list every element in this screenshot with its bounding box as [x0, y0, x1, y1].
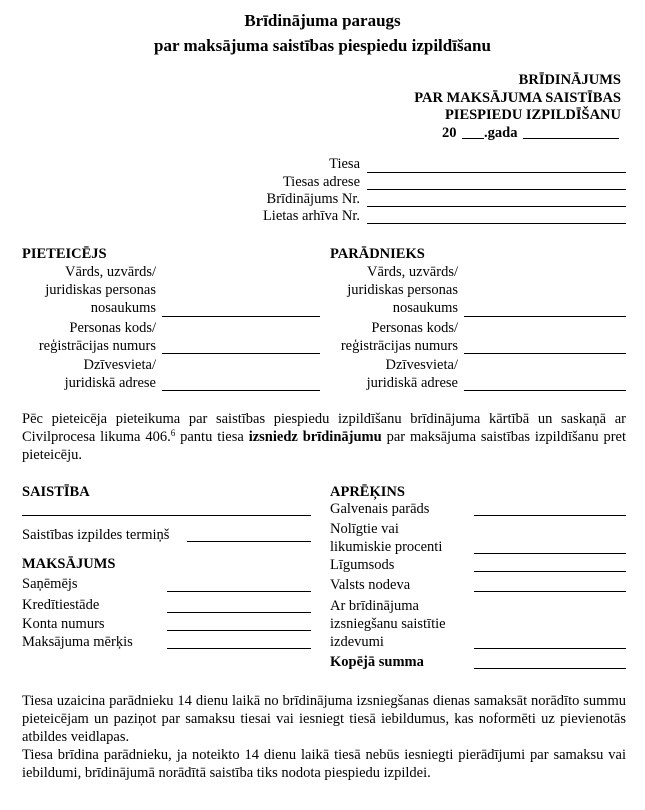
bank-label: Kredītiestāde: [22, 597, 100, 613]
applicant-code-label-1: Personas kods/: [69, 320, 156, 336]
main-debt-label: Galvenais parāds: [330, 501, 430, 517]
costs-label-2: izsniegšanu saistītie: [330, 616, 446, 632]
debtor-name-label-1: Vārds, uzvārds/: [366, 264, 458, 280]
debtor-code-field[interactable]: [464, 353, 626, 354]
applicant-address-label-1: Dzīvesvieta/: [83, 357, 156, 373]
costs-field[interactable]: [474, 648, 626, 649]
warning-number-field[interactable]: [367, 206, 626, 207]
warning-number-label: Brīdinājums Nr.: [266, 191, 360, 207]
debtor-name-label-3: nosaukums: [392, 300, 458, 316]
header-warning: BRĪDINĀJUMS: [518, 72, 621, 88]
payment-heading: MAKSĀJUMS: [22, 556, 116, 572]
account-field[interactable]: [167, 630, 311, 631]
debtor-code-label-2: reģistrācijas numurs: [340, 338, 458, 354]
closing-paragraph-2: Tiesa brīdina parādnieku, ja noteikto 14 dienu laikā tiesā nebūs iesniegti pierādījumi par samaksu vai iebildumi, brīdinājumā norādītā saistība tiks nodota piespiedu izpildei.: [22, 747, 626, 781]
header-payment-obligation: PAR MAKSĀJUMA SAISTĪBAS: [414, 90, 621, 106]
archive-number-field[interactable]: [367, 223, 626, 224]
interest-label-2: likumiskie procenti: [330, 539, 443, 555]
header-year-suffix: .gada: [484, 125, 518, 141]
document-subtitle: par maksājuma saistības piespiedu izpildīšanu: [154, 36, 491, 55]
intro-superscript: 6: [170, 428, 176, 438]
account-label: Konta numurs: [22, 616, 105, 632]
total-field[interactable]: [474, 668, 626, 669]
interest-field[interactable]: [474, 553, 626, 554]
main-debt-field[interactable]: [474, 515, 626, 516]
debtor-address-field[interactable]: [464, 390, 626, 391]
archive-number-label: Lietas arhīva Nr.: [262, 208, 360, 224]
intro-text-1: Pēc pieteicēja pieteikuma par saistības piespiedu izpildīšanu brīdinājuma kārtībā un saskaņā ar Civilprocesa likuma 406.: [22, 411, 626, 445]
applicant-heading: PIETEICĒJS: [22, 246, 107, 262]
applicant-name-label-1: Vārds, uzvārds/: [64, 264, 156, 280]
date-blank[interactable]: [523, 138, 619, 139]
penalty-field[interactable]: [474, 571, 626, 572]
intro-text-3: par maksājuma saistības izpildīšanu pret pieteicēju.: [22, 429, 626, 463]
court-address-field[interactable]: [367, 189, 626, 190]
header-enforcement: PIESPIEDU IZPILDĪŠANU: [444, 107, 621, 123]
intro-paragraph: [22, 410, 626, 464]
intro-bold-text: izsniedz brīdinājumu: [248, 429, 382, 445]
calculation-heading: APRĒĶINS: [330, 484, 405, 500]
document-title: Brīdinājuma paraugs: [244, 11, 401, 30]
state-fee-field[interactable]: [474, 591, 626, 592]
deadline-label: Saistības izpildes termiņš: [22, 527, 170, 543]
purpose-label: Maksājuma mērķis: [22, 634, 133, 650]
purpose-field[interactable]: [167, 648, 311, 649]
obligation-heading: SAISTĪBA: [22, 484, 90, 500]
applicant-address-field[interactable]: [162, 390, 320, 391]
court-label: Tiesa: [329, 156, 360, 172]
deadline-field[interactable]: [187, 541, 311, 542]
debtor-heading: PARĀDNIEKS: [330, 246, 425, 262]
recipient-label: Saņēmējs: [22, 576, 78, 592]
debtor-name-field[interactable]: [464, 316, 626, 317]
applicant-name-field[interactable]: [162, 316, 320, 317]
state-fee-label: Valsts nodeva: [330, 577, 411, 593]
applicant-name-label-2: juridiskas personas: [45, 282, 156, 298]
bank-field[interactable]: [167, 612, 311, 613]
court-address-label: Tiesas adrese: [282, 174, 360, 190]
interest-label-1: Nolīgtie vai: [330, 521, 399, 537]
penalty-label: Līgumsods: [330, 557, 395, 573]
applicant-code-label-2: reģistrācijas numurs: [38, 338, 156, 354]
debtor-address-label-2: juridiskā adrese: [366, 375, 458, 391]
court-field[interactable]: [367, 172, 626, 173]
applicant-name-label-3: nosaukums: [90, 300, 156, 316]
intro-text-2: pantu tiesa: [175, 429, 249, 445]
costs-label-3: izdevumi: [330, 634, 384, 650]
debtor-name-label-2: juridiskas personas: [347, 282, 458, 298]
recipient-field[interactable]: [167, 591, 311, 592]
total-label: Kopējā summa: [330, 654, 424, 670]
obligation-field[interactable]: [22, 515, 311, 516]
closing-paragraph-1: Tiesa uzaicina parādnieku 14 dienu laikā no brīdinājuma izsniegšanas dienas samaksāt norādīto summu pieteicējam un paziņot par samaksu tiesai vai iesniegt tiesā iebildumus, kas noformēti uz pievienotās atbildes veidlapas.: [22, 693, 626, 745]
applicant-address-label-2: juridiskā adrese: [64, 375, 156, 391]
debtor-code-label-1: Personas kods/: [371, 320, 458, 336]
applicant-code-field[interactable]: [162, 353, 320, 354]
year-blank[interactable]: [462, 138, 484, 139]
debtor-address-label-1: Dzīvesvieta/: [385, 357, 458, 373]
costs-label-1: Ar brīdinājuma: [330, 598, 419, 614]
header-year-prefix: 20: [442, 125, 457, 141]
